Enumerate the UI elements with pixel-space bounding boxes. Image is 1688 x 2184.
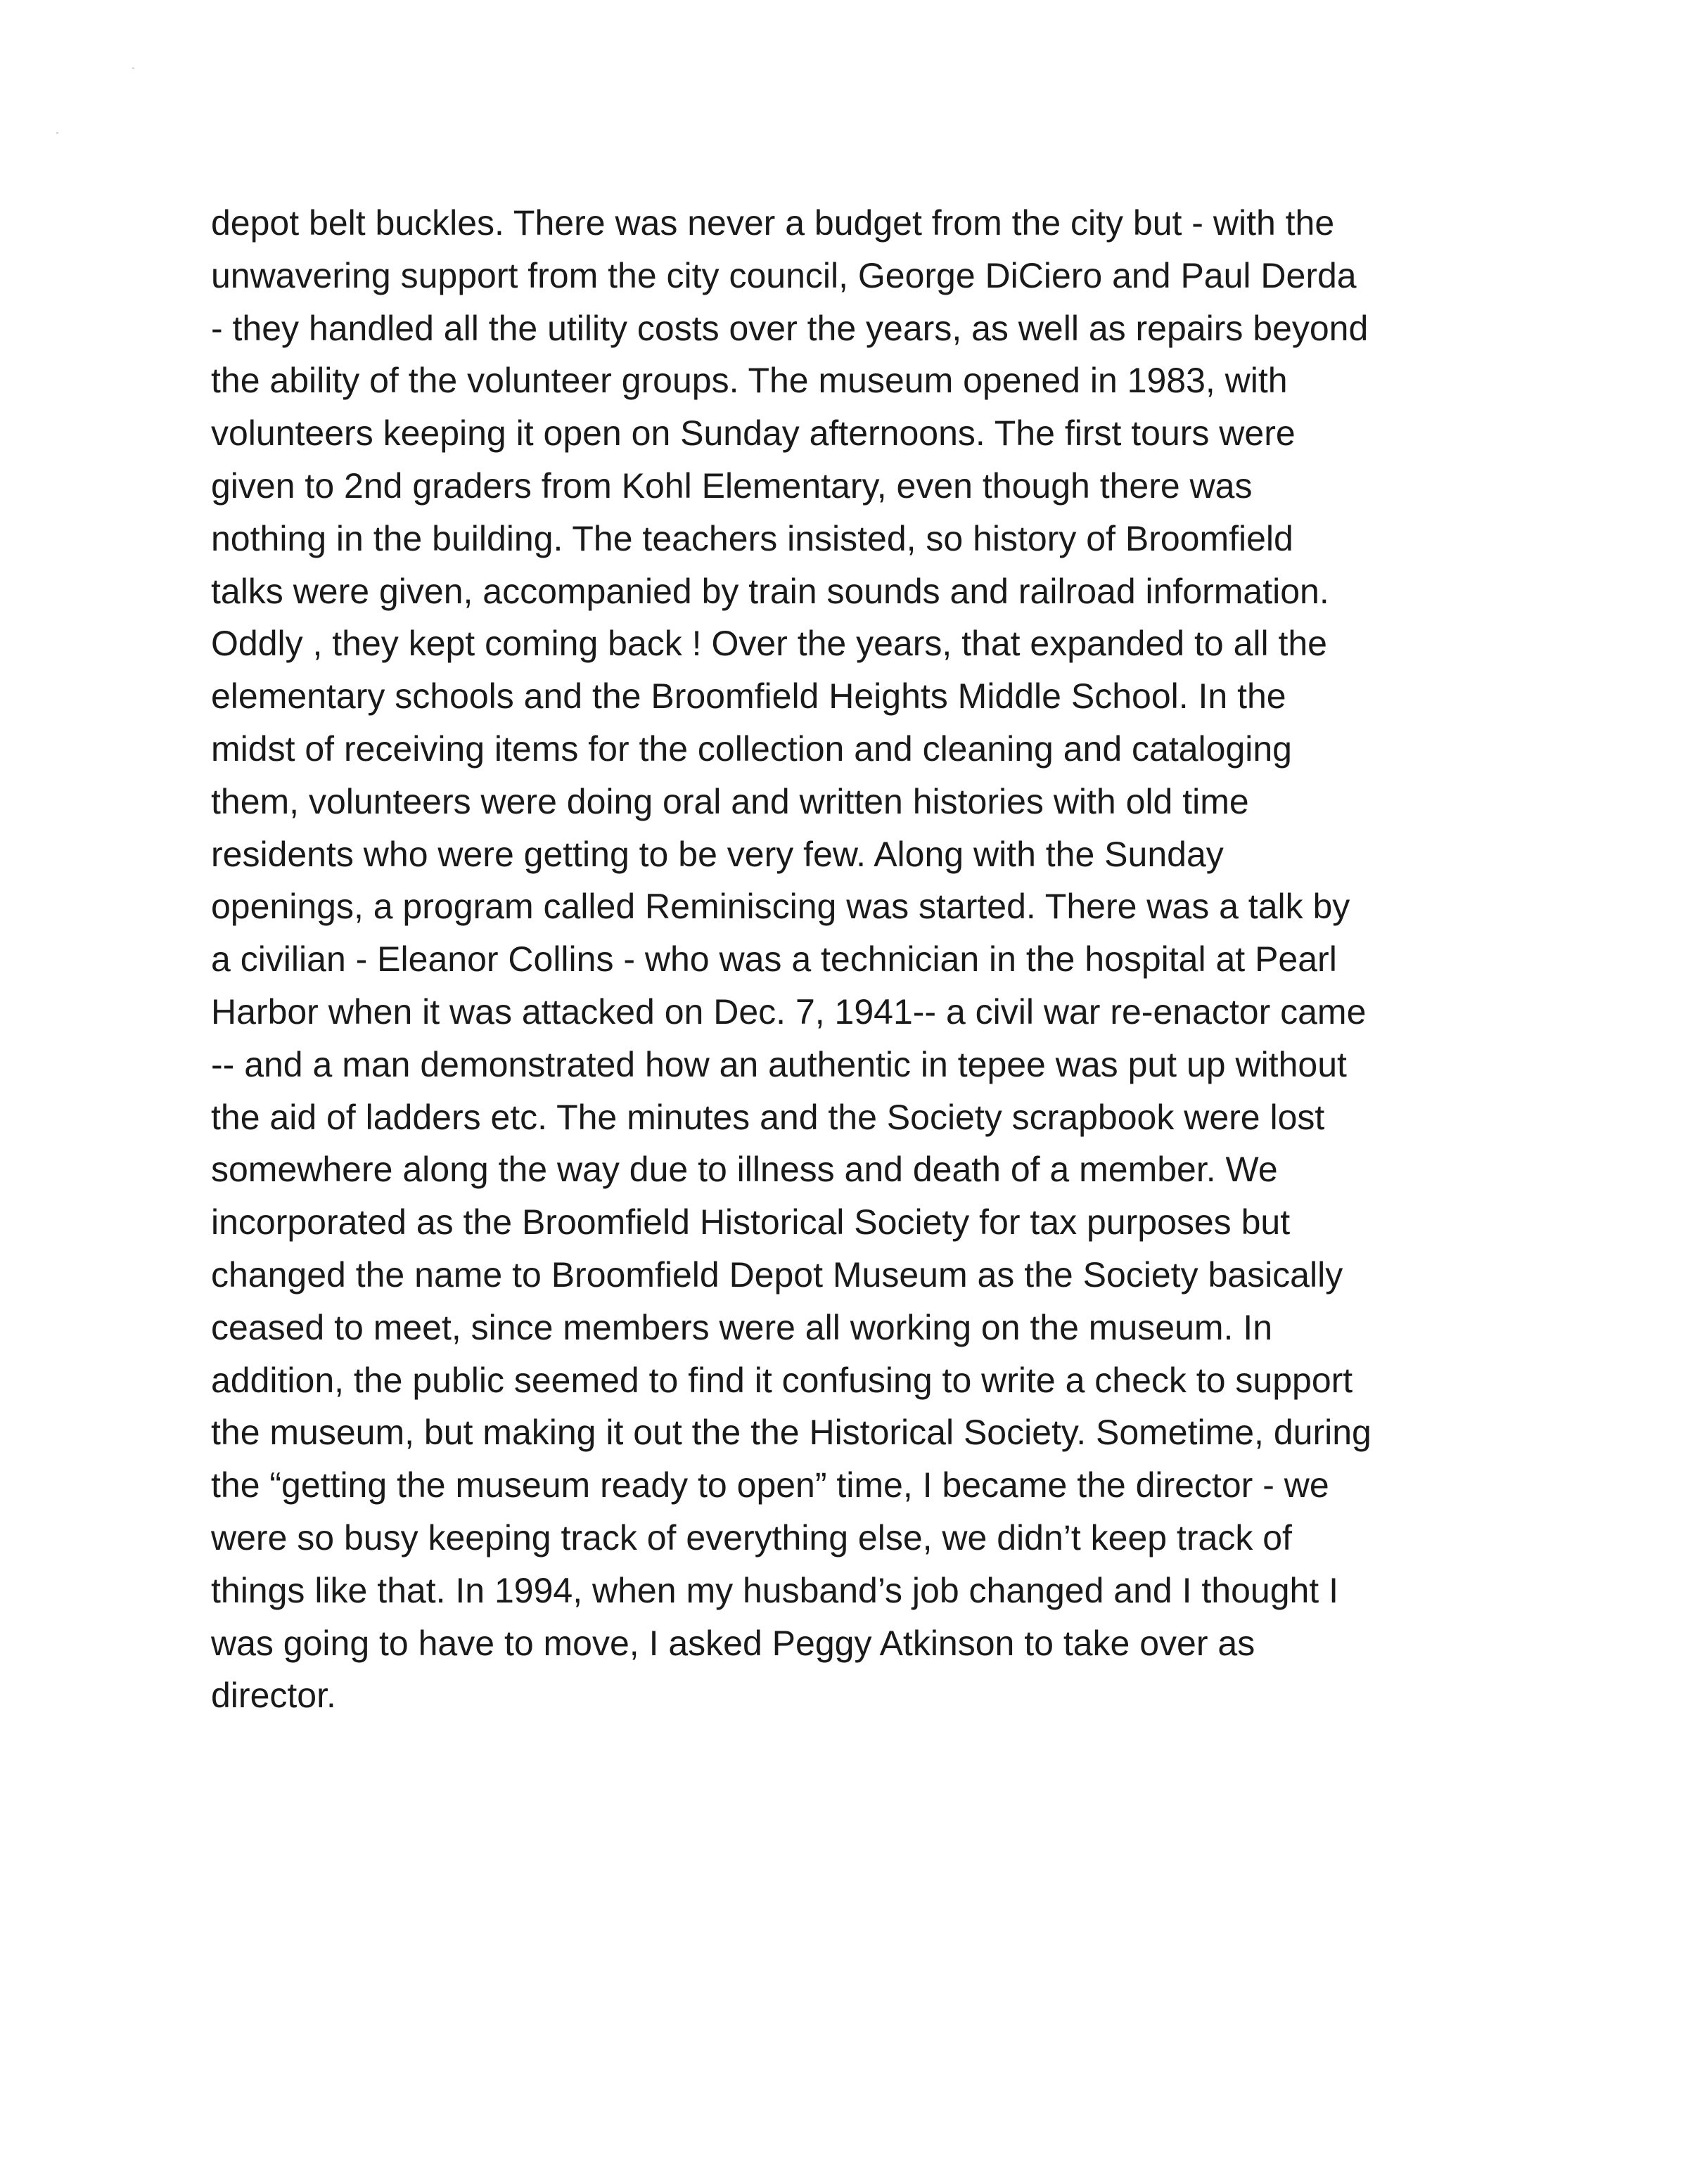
text-line: the aid of ladders etc. The minutes and the Society scrapbook were lost: [211, 1097, 1325, 1137]
text-line: somewhere along the way due to illness and death of a member. We: [211, 1150, 1278, 1190]
text-line: - they handled all the utility costs over the years, as well as repairs beyond: [211, 308, 1369, 348]
text-line: Harbor when it was attacked on Dec. 7, 1941-- a civil war re-enactor came: [211, 991, 1367, 1032]
text-line: the ability of the volunteer groups. The museum opened in 1983, with: [211, 361, 1288, 401]
text-line: nothing in the building. The teachers insisted, so history of Broomfield: [211, 518, 1293, 558]
text-line: director.: [211, 1676, 336, 1716]
text-line: things like that. In 1994, when my husband’s job changed and I thought I: [211, 1570, 1338, 1610]
text-line: midst of receiving items for the collection and cleaning and cataloging: [211, 728, 1292, 769]
text-line: were so busy keeping track of everything else, we didn’t keep track of: [211, 1517, 1292, 1557]
text-line: openings, a program called Reminiscing was started. There was a talk by: [211, 887, 1350, 927]
text-line: -- and a man demonstrated how an authentic in tepee was put up without: [211, 1044, 1347, 1084]
text-line: the museum, but making it out the the Historical Society. Sometime, during: [211, 1413, 1372, 1453]
text-line: changed the name to Broomfield Depot Museum as the Society basically: [211, 1254, 1343, 1295]
body-text: [211, 197, 1519, 1722]
text-line: incorporated as the Broomfield Historical Society for tax purposes but: [211, 1202, 1291, 1242]
text-line: was going to have to move, I asked Peggy Atkinson to take over as: [211, 1623, 1255, 1663]
text-line: elementary schools and the Broomfield Heights Middle School. In the: [211, 676, 1286, 717]
text-line: addition, the public seemed to find it confusing to write a check to support: [211, 1360, 1353, 1400]
text-line: them, volunteers were doing oral and written histories with old time: [211, 781, 1249, 821]
scan-speck: [132, 68, 134, 69]
text-line: Oddly , they kept coming back ! Over the years, that expanded to all the: [211, 624, 1327, 664]
text-line: volunteers keeping it open on Sunday afternoons. The first tours were: [211, 413, 1296, 454]
text-line: residents who were getting to be very few. Along with the Sunday: [211, 834, 1224, 874]
text-line: ceased to meet, since members were all working on the museum. In: [211, 1307, 1273, 1347]
text-line: unwavering support from the city council, George DiCiero and Paul Derda: [211, 255, 1357, 295]
text-line: given to 2nd graders from Kohl Elementary, even though there was: [211, 465, 1253, 506]
scan-speck: [56, 132, 58, 134]
text-line: a civilian - Eleanor Collins - who was a technician in the hospital at Pearl: [211, 939, 1337, 979]
text-line: the “getting the museum ready to open” time, I became the director - we: [211, 1465, 1329, 1505]
text-line: talks were given, accompanied by train sounds and railroad information.: [211, 571, 1329, 611]
text-line: depot belt buckles. There was never a budget from the city but - with the: [211, 203, 1335, 243]
